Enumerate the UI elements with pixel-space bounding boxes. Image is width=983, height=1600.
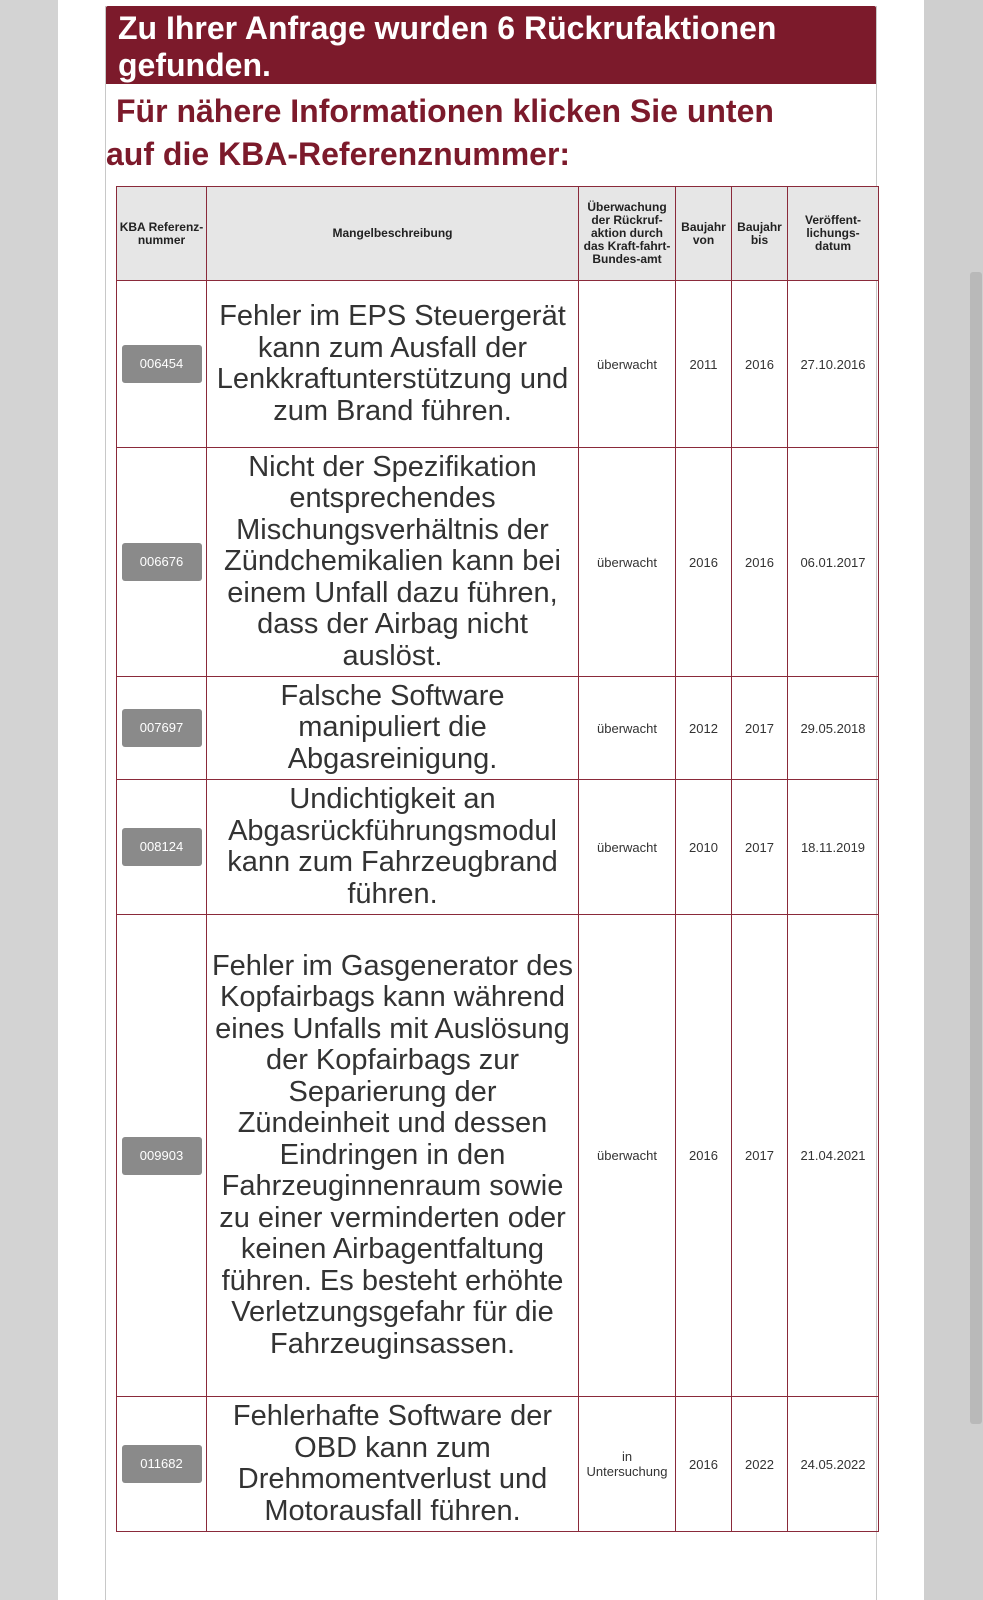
kba-ref-button[interactable]: 009903 [122,1137,202,1175]
year-to: 2016 [732,448,788,677]
recall-table [116,186,879,1532]
defect-description: Undichtigkeit an Abgasrückführungsmodul kann zum Fahrzeugbrand führen. [207,780,579,915]
monitoring-status: überwacht [579,677,676,780]
header-description: Mangelbeschreibung [207,187,579,281]
kba-ref-button[interactable]: 007697 [122,709,202,747]
kba-ref-button[interactable]: 006676 [122,543,202,581]
year-to: 2017 [732,677,788,780]
monitoring-status: überwacht [579,780,676,915]
year-to: 2017 [732,780,788,915]
recall-results-panel [105,6,877,1600]
header-year-from: Baujahr von [676,187,732,281]
defect-description: Fehlerhafte Software der OBD kann zum Drehmomentverlust und Motorausfall führen. [207,1397,579,1532]
ref-cell [117,915,207,1397]
ref-cell [117,448,207,677]
table-row [117,677,879,780]
ref-cell [117,1397,207,1532]
year-to: 2017 [732,915,788,1397]
page-gutter-left [0,0,58,1600]
monitoring-status: überwacht [579,281,676,448]
instruction-text [106,90,876,176]
table-row [117,915,879,1397]
defect-description: Fehler im Gasgenerator des Kopfairbags kann während eines Unfalls mit Auslösung der Kopfairbags zur Separierung der Zündeinheit und dessen Eindringen in den Fahrzeuginnenraum sowie zu einer verminderten oder keinen Airbagentfaltung führen. Es besteht erhöhte Verletzungsgefahr für die Fahrzeuginsassen. [207,915,579,1397]
monitoring-status: überwacht [579,915,676,1397]
year-from: 2012 [676,677,732,780]
year-to: 2022 [732,1397,788,1532]
table-row [117,281,879,448]
table-row [117,448,879,677]
year-from: 2016 [676,1397,732,1532]
header-published-date: Veröffent-lichungs-datum [788,187,879,281]
year-from: 2016 [676,915,732,1397]
kba-ref-button[interactable]: 011682 [122,1445,202,1483]
published-date: 29.05.2018 [788,677,879,780]
kba-ref-button[interactable]: 006454 [122,345,202,383]
published-date: 18.11.2019 [788,780,879,915]
header-ref: KBA Referenz-nummer [117,187,207,281]
year-from: 2010 [676,780,732,915]
instruction-line-1: Für nähere Informationen klicken Sie unten [116,93,774,129]
header-year-to: Baujahr bis [732,187,788,281]
monitoring-status: überwacht [579,448,676,677]
published-date: 24.05.2022 [788,1397,879,1532]
instruction-line-2: auf die KBA-Referenznummer: [106,136,571,172]
table-row [117,780,879,915]
published-date: 27.10.2016 [788,281,879,448]
monitoring-status: in Untersuchung [579,1397,676,1532]
defect-description: Falsche Software manipuliert die Abgasreinigung. [207,677,579,780]
published-date: 21.04.2021 [788,915,879,1397]
defect-description: Nicht der Spezifikation entsprechendes Mischungsverhältnis der Zündchemikalien kann bei einem Unfall dazu führen, dass der Airbag nicht auslöst. [207,448,579,677]
header-monitoring: Überwachung der Rückruf-aktion durch das Kraft-fahrt-Bundes-amt [579,187,676,281]
ref-cell [117,780,207,915]
ref-cell [117,677,207,780]
ref-cell [117,281,207,448]
table-header-row [117,187,879,281]
table-row [117,1397,879,1532]
defect-description: Fehler im EPS Steuergerät kann zum Ausfall der Lenkkraftunterstützung und zum Brand führen. [207,281,579,448]
results-count-title: Zu Ihrer Anfrage wurden 6 Rückrufaktionen gefunden. [118,10,777,83]
year-from: 2016 [676,448,732,677]
year-from: 2011 [676,281,732,448]
year-to: 2016 [732,281,788,448]
kba-ref-button[interactable]: 008124 [122,828,202,866]
results-banner [106,6,876,84]
published-date: 06.01.2017 [788,448,879,677]
scrollbar-thumb[interactable] [970,272,982,1424]
